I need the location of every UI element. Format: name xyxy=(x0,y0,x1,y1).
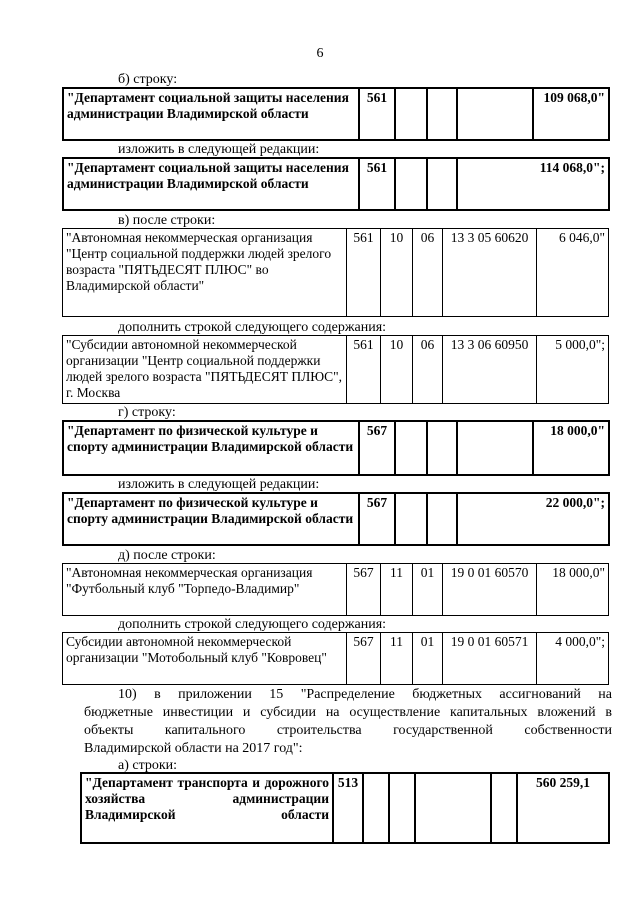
cell-code: 561 xyxy=(359,88,395,140)
cell-section: 11 xyxy=(381,633,413,685)
cell-name: "Субсидии автономной некоммерческой организации "Центр социальной поддержки людей зрелого возраста "ПЯТЬДЕСЯТ ПЛЮС", г. Москва xyxy=(63,336,347,404)
cell-name: "Департамент транспорта и дорожного хозяйства администрации Владимирской области xyxy=(81,773,333,843)
cell-sum: 4 000,0"; xyxy=(537,633,609,685)
table-row-dep-sport-new xyxy=(62,492,610,546)
cell-sum: 560 259,1 xyxy=(517,773,609,843)
cell-subsection: 06 xyxy=(413,229,443,317)
cell-sum: 6 046,0" xyxy=(537,229,609,317)
cell-section: 11 xyxy=(381,564,413,616)
cell-name: Субсидии автономной некоммерческой организации "Мотобольный клуб "Ковровец" xyxy=(63,633,347,685)
cell-sum: 18 000,0" xyxy=(533,421,609,475)
table-row-dep-transport xyxy=(80,772,610,844)
table-row-kovrovets xyxy=(62,632,609,685)
cell-name: "Департамент социальной защиты населения администрации Владимирской области xyxy=(63,158,359,210)
cell-section: 10 xyxy=(381,336,413,404)
cell-name: "Автономная некоммерческая организация "Центр социальной поддержки людей зрелого возраста "ПЯТЬДЕСЯТ ПЛЮС" во Владимирской области" xyxy=(63,229,347,317)
cell-code: 567 xyxy=(359,493,395,545)
table-row-dep-social-old xyxy=(62,87,610,141)
cell-subsection: 01 xyxy=(413,633,443,685)
cell-name: "Департамент социальной защиты населения администрации Владимирской области xyxy=(63,88,359,140)
cell-target-item: 19 0 01 60570 xyxy=(443,564,537,616)
label-a: а) строки: xyxy=(118,758,178,773)
cell-sum: 114 068,0"; xyxy=(457,158,609,210)
cell-section: 10 xyxy=(381,229,413,317)
cell-name: "Департамент по физической культуре и спорту администрации Владимирской области xyxy=(63,493,359,545)
cell-code: 561 xyxy=(347,336,381,404)
cell-code: 567 xyxy=(359,421,395,475)
cell-sum: 22 000,0"; xyxy=(457,493,609,545)
cell-name: "Департамент по физической культуре и спорту администрации Владимирской области xyxy=(63,421,359,475)
table-row-dep-social-new xyxy=(62,157,610,211)
table-row-torpedo xyxy=(62,563,609,616)
label-add-2: дополнить строкой следующего содержания: xyxy=(118,617,387,632)
paragraph-10 xyxy=(84,686,612,758)
label-b: б) строку: xyxy=(118,72,178,87)
cell-sum: 5 000,0"; xyxy=(537,336,609,404)
cell-sum: 18 000,0" xyxy=(537,564,609,616)
cell-code: 561 xyxy=(347,229,381,317)
label-add-1: дополнить строкой следующего содержания: xyxy=(118,320,387,335)
cell-target-item: 13 3 05 60620 xyxy=(443,229,537,317)
table-row-subsidy-50plus xyxy=(62,335,609,404)
label-v: в) после строки: xyxy=(118,213,216,228)
cell-code: 513 xyxy=(333,773,363,843)
cell-sum: 109 068,0" xyxy=(533,88,609,140)
cell-code: 561 xyxy=(359,158,395,210)
table-row-anko-50plus xyxy=(62,228,609,317)
cell-target-item: 13 3 06 60950 xyxy=(443,336,537,404)
cell-code: 567 xyxy=(347,564,381,616)
cell-subsection: 01 xyxy=(413,564,443,616)
label-replace-2: изложить в следующей редакции: xyxy=(118,477,320,492)
page-number: 6 xyxy=(316,46,324,61)
cell-code: 567 xyxy=(347,633,381,685)
label-g: г) строку: xyxy=(118,405,176,420)
table-row-dep-sport-old xyxy=(62,420,610,476)
paragraph-line-3: объекты капитального строительства государственной собственности xyxy=(84,723,612,738)
paragraph-line-4: Владимирской области на 2017 год": xyxy=(84,741,303,756)
label-replace-1: изложить в следующей редакции: xyxy=(118,142,320,157)
label-d: д) после строки: xyxy=(118,548,216,563)
paragraph-line-1: 10) в приложении 15 "Распределение бюджетных ассигнований на xyxy=(118,687,612,702)
cell-subsection: 06 xyxy=(413,336,443,404)
cell-name: "Автономная некоммерческая организация "Футбольный клуб "Торпедо-Владимир" xyxy=(63,564,347,616)
cell-target-item: 19 0 01 60571 xyxy=(443,633,537,685)
paragraph-line-2: бюджетные инвестиции и субсидии на осуществление капитальных вложений в xyxy=(84,705,612,720)
